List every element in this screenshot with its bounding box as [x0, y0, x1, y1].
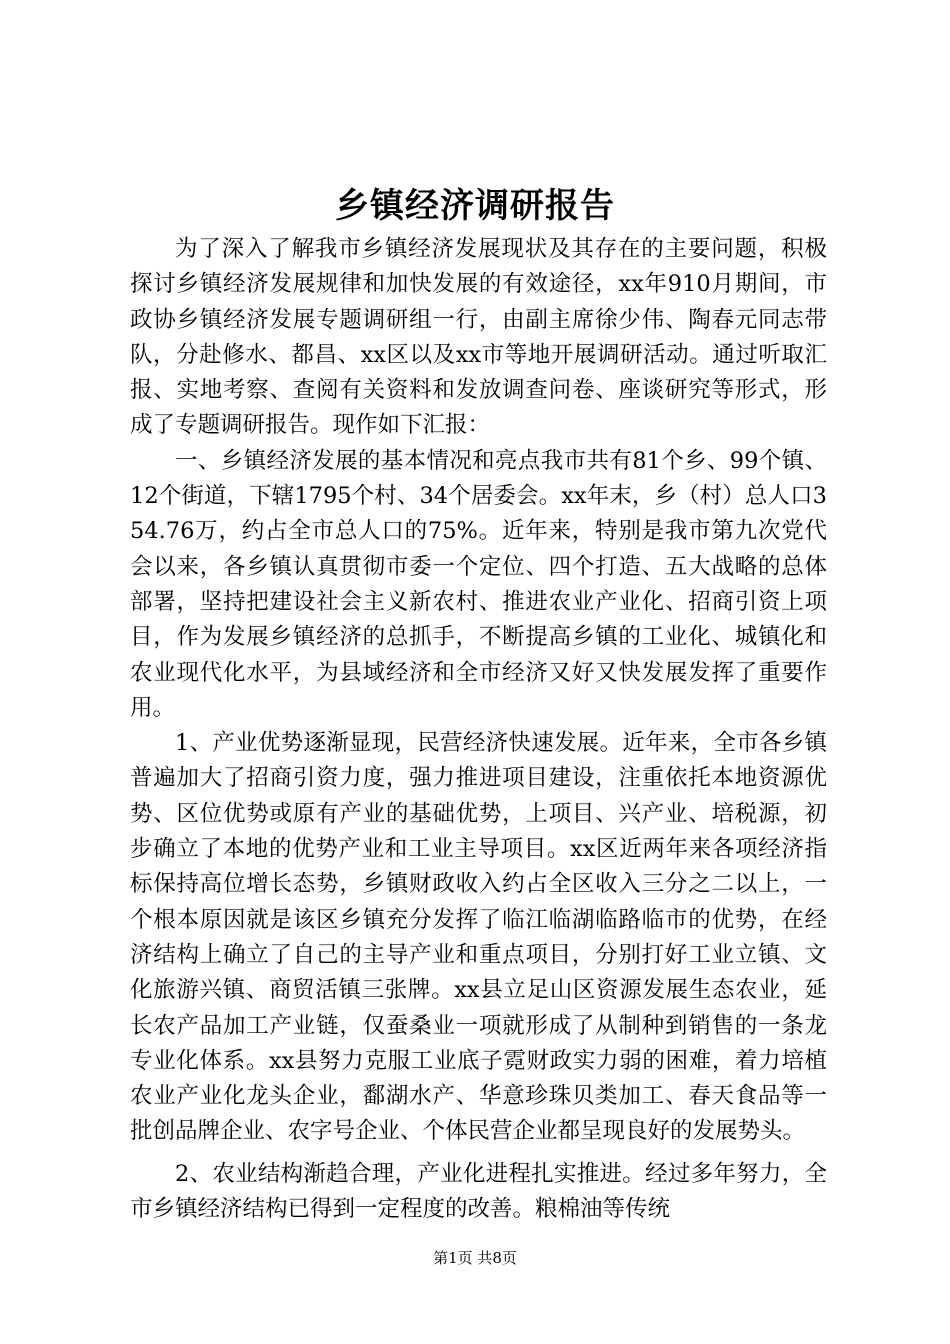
- page-footer: 第1页 共8页: [433, 1249, 517, 1267]
- paragraph-intro: 为了深入了解我市乡镇经济发展现状及其存在的主要问题，积极探讨乡镇经济发展规律和加快发展的有效途径，xx年910月期间，市政协乡镇经济发展专题调研组一行，由副主席徐少伟、陶春元同志带队，分赴修水、都昌、xx区以及xx市等地开展调研活动。通过听取汇报、实地考察、查阅有关资料和发放调查问卷、座谈研究等形式，形成了专题调研报告。现作如下汇报：: [130, 236, 827, 439]
- document-body: [130, 232, 827, 1227]
- paragraph-section-one: 一、乡镇经济发展的基本情况和亮点我市共有81个乡、99个镇、12个街道，下辖1795个村、34个居委会。xx年末，乡（村）总人口354.76万，约占全市总人口的75%。近年来，特别是我市第九次党代会以来，各乡镇认真贯彻市委一个定位、四个打造、五大战略的总体部署，坚持把建设社会主义新农村、推进农业产业化、招商引资上项目，作为发展乡镇经济的总抓手，不断提高乡镇的工业化、城镇化和农业现代化水平，为县域经济和全市经济又好又快发展发挥了重要作用。: [130, 447, 827, 721]
- paragraph-item-two: 2、农业结构渐趋合理，产业化进程扎实推进。经过多年努力，全市乡镇经济结构已得到一定程度的改善。粮棉油等传统: [130, 1160, 827, 1223]
- document-title: 乡镇经济调研报告: [335, 186, 615, 226]
- paragraph-item-one: 1、产业优势逐渐显现，民营经济快速发展。近年来，全市各乡镇普遍加大了招商引资力度，强力推进项目建设，注重依托本地资源优势、区位优势或原有产业的基础优势，上项目、兴产业、培税源，初步确立了本地的优势产业和工业主导项目。xx区近两年来各项经济指标保持高位增长态势，乡镇财政收入约占全区收入三分之二以上，一个根本原因就是该区乡镇充分发挥了临江临湖临路临市的优势，在经济结构上确立了自己的主导产业和重点项目，分别打好工业立镇、文化旅游兴镇、商贸活镇三张牌。xx县立足山区资源发展生态农业，延长农产品加工产业链，仅蚕桑业一项就形成了从制种到销售的一条龙专业化体系。xx县努力克服工业底子霓财政实力弱的困难，着力培植农业产业化龙头企业，鄱湖水产、华意珍珠贝类加工、春天食品等一批创品牌企业、农字号企业、个体民营企业都呈现良好的发展势头。: [130, 730, 827, 1145]
